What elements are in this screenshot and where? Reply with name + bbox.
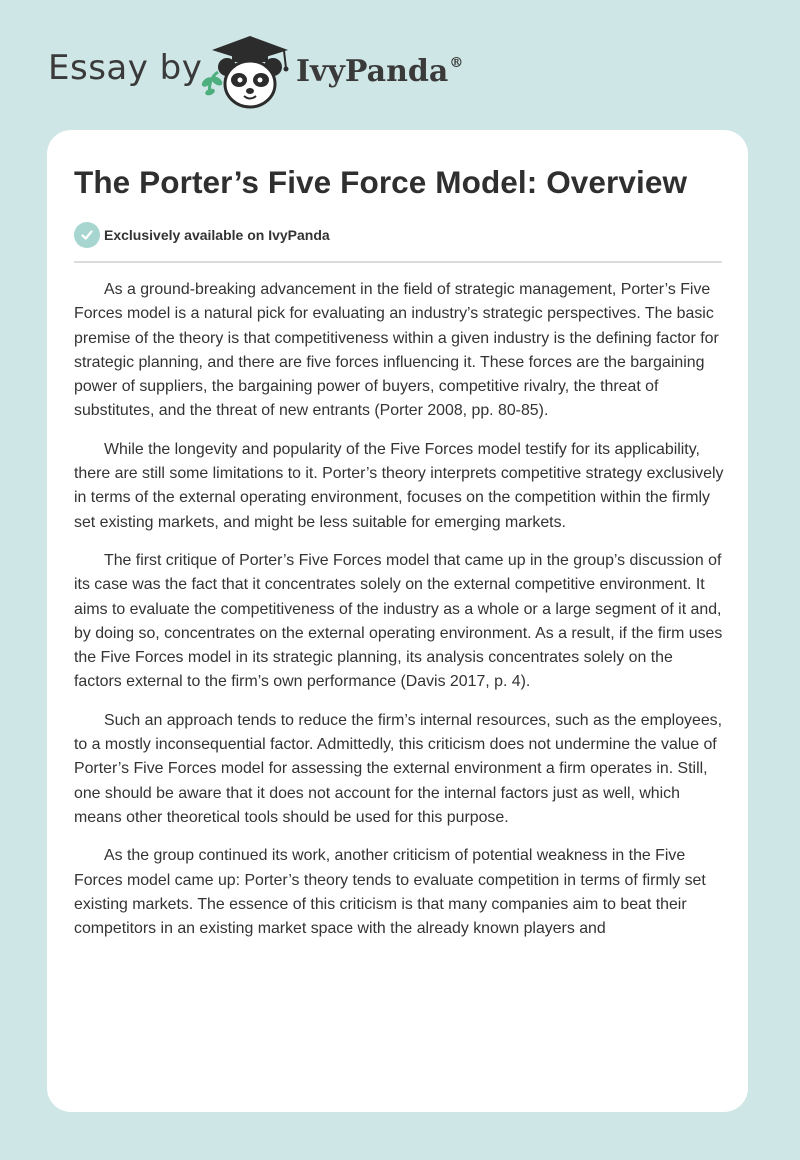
exclusive-badge xyxy=(74,222,330,248)
check-circle-icon xyxy=(74,222,100,248)
brand-name-text: IvyPanda xyxy=(296,54,449,89)
paragraph: As the group continued its work, another criticism of potential weakness in the Five Forces model came up: Porter’s theory tends to evaluate competition in terms of firmly set existing markets. The essence of this criticism is that many companies aim to beat their competitors in an existing market space with the already known players and xyxy=(74,847,706,938)
essay-body xyxy=(74,278,724,955)
site-header xyxy=(0,0,800,130)
page-title: The Porter’s Five Force Model: Overview xyxy=(74,164,688,200)
paragraph: The first critique of Porter’s Five Forces model that came up in the group’s discussion of its case was the fact that it concentrates solely on the external competitive environment. It aims to evaluate the competitiveness of the industry as a whole or a large segment of it and, by doing so, concentrates on the external operating environment. As a result, if the firm uses the Five Forces model in its strategic planning, its analysis concentrates solely on the factors external to the firm’s own performance (Davis 2017, p. 4). xyxy=(74,551,723,691)
paragraph: While the longevity and popularity of the Five Forces model testify for its applicability, there are still some limitations to it. Porter’s theory interprets competitive strategy exclusively in terms of the external operating environment, focuses on the competition within the firmly set existing markets, and might be less suitable for emerging markets. xyxy=(74,440,724,531)
panda-graduate-icon[interactable] xyxy=(200,34,294,110)
brand-prefix: Essay by xyxy=(48,48,203,88)
brand-name[interactable] xyxy=(296,54,463,89)
paragraph: Such an approach tends to reduce the firm’s internal resources, such as the employees, to a mostly inconsequential factor. Admittedly, this criticism does not undermine the value of Porter’s Five Forces model for assessing the external environment a firm operates in. Still, one should be aware that it does not account for the internal factors just as well, which means other theoretical tools should be used for this purpose. xyxy=(74,711,723,826)
exclusive-label: Exclusively available on IvyPanda xyxy=(104,227,330,243)
registered-mark: ® xyxy=(449,55,464,71)
paragraph: As a ground-breaking advancement in the field of strategic management, Porter’s Five Forces model is a natural pick for evaluating an industry’s strategic perspectives. The basic premise of the theory is that competitiveness within a given industry is the defining factor for strategic planning, and there are five forces influencing it. These forces are the bargaining power of suppliers, the bargaining power of buyers, competitive rivalry, the threat of substitutes, and the threat of new entrants (Porter 2008, pp. 80-85). xyxy=(74,281,719,420)
essay-card xyxy=(47,130,748,1112)
divider xyxy=(74,261,722,263)
